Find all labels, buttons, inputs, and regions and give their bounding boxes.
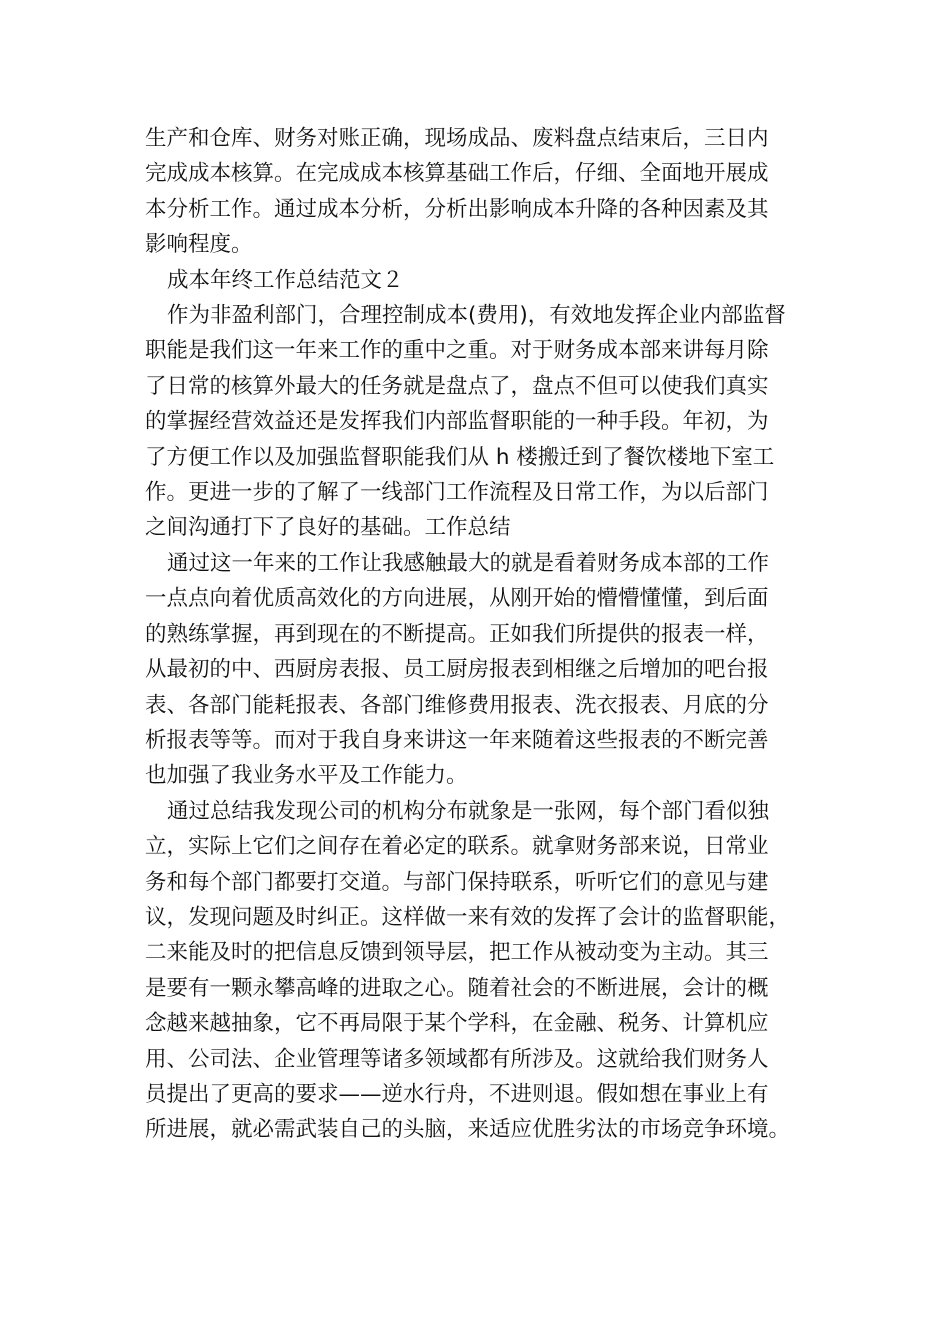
text-line: 作。更进一步的了解了一线部门工作流程及日常工作，为以后部门	[145, 480, 769, 506]
text-line: 念越来越抽象，它不再局限于某个学科，在金融、税务、计算机应	[145, 1011, 769, 1037]
paragraph-p3	[145, 298, 825, 546]
text-line: 的掌握经营效益还是发挥我们内部监督职能的一种手段。年初，为	[145, 409, 769, 435]
text-line: 议，发现问题及时纠正。这样做一来有效的发挥了会计的监督职能，	[145, 904, 791, 930]
paragraph-p1	[145, 121, 825, 263]
text-line: 通过总结我发现公司的机构分布就象是一张网，每个部门看似独	[167, 798, 770, 824]
text-line: 务和每个部门都要打交道。与部门保持联系，听听它们的意见与建	[145, 869, 769, 895]
text-line: 完成成本核算。在完成成本核算基础工作后，仔细、全面地开展成	[145, 161, 769, 187]
paragraph-p5	[145, 794, 825, 1148]
text-line: 作为非盈利部门，合理控制成本(费用)，有效地发挥企业内部监督	[167, 303, 786, 329]
text-line: 也加强了我业务水平及工作能力。	[145, 763, 468, 789]
paragraph-p4	[145, 546, 825, 794]
text-line: 一点点向着优质高效化的方向进展，从刚开始的懵懵懂懂，到后面	[145, 586, 769, 612]
text-line: 了方便工作以及加强监督职能我们从 h 楼搬迁到了餐饮楼地下室工	[145, 444, 775, 470]
text-line: 之间沟通打下了良好的基础。工作总结	[145, 515, 511, 541]
text-line: 了日常的核算外最大的任务就是盘点了，盘点不但可以使我们真实	[145, 373, 769, 399]
text-line: 成本年终工作总结范文２	[167, 267, 404, 293]
paragraph-p2	[145, 263, 825, 298]
text-line: 立，实际上它们之间存在着必定的联系。就拿财务部来说，日常业	[145, 834, 769, 860]
text-line: 生产和仓库、财务对账正确，现场成品、废料盘点结束后，三日内	[145, 126, 769, 151]
text-line: 的熟练掌握，再到现在的不断提高。正如我们所提供的报表一样，	[145, 621, 769, 647]
text-line: 析报表等等。而对于我自身来讲这一年来随着这些报表的不断完善	[145, 727, 769, 753]
text-line: 从最初的中、西厨房表报、员工厨房报表到相继之后增加的吧台报	[145, 657, 769, 683]
text-line: 员提出了更高的要求——逆水行舟，不进则退。假如想在事业上有	[145, 1081, 769, 1107]
document-body	[145, 121, 825, 1148]
text-line: 所进展，就必需武装自己的头脑，来适应优胜劣汰的市场竞争环境。	[145, 1117, 791, 1143]
text-line: 职能是我们这一年来工作的重中之重。对于财务成本部来讲每月除	[145, 338, 769, 364]
text-line: 影响程度。	[145, 232, 253, 258]
text-line: 用、公司法、企业管理等诸多领域都有所涉及。这就给我们财务人	[145, 1046, 769, 1072]
text-line: 表、各部门能耗报表、各部门维修费用报表、洗衣报表、月底的分	[145, 692, 769, 718]
text-line: 是要有一颗永攀高峰的进取之心。随着社会的不断进展，会计的概	[145, 975, 769, 1001]
text-line: 通过这一年来的工作让我感触最大的就是看着财务成本部的工作	[167, 550, 770, 576]
text-line: 本分析工作。通过成本分析，分析出影响成本升降的各种因素及其	[145, 196, 769, 222]
text-line: 二来能及时的把信息反馈到领导层，把工作从被动变为主动。其三	[145, 940, 769, 966]
